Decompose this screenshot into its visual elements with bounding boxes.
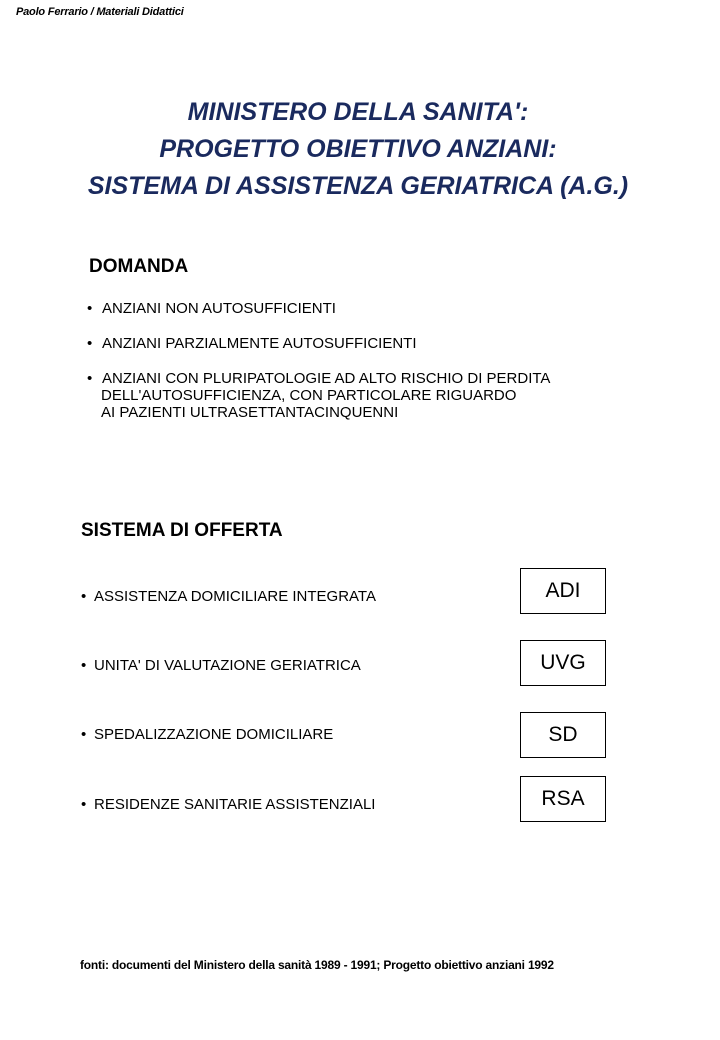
domanda-heading: DOMANDA: [89, 256, 189, 277]
demand-item: [87, 335, 416, 352]
acronym-box-sd: SD: [520, 712, 606, 758]
demand-line: [87, 370, 550, 387]
bullet: •: [81, 726, 87, 743]
bullet: •: [87, 300, 93, 317]
header-note: Paolo Ferrario / Materiali Didattici: [16, 6, 184, 18]
bullet: •: [87, 370, 93, 387]
offer-label: SPEDALIZZAZIONE DOMICILIARE: [94, 726, 334, 743]
title-line-2: PROGETTO OBIETTIVO ANZIANI:: [159, 135, 557, 163]
title-line-1: MINISTERO DELLA SANITA':: [187, 98, 529, 126]
bullet: •: [81, 796, 87, 813]
demand-text: ANZIANI NON AUTOSUFFICIENTI: [102, 300, 336, 317]
page-title: [0, 94, 716, 205]
demand-line: [87, 335, 416, 352]
demand-text-continued: DELL'AUTOSUFFICIENZA, CON PARTICOLARE RIGUARDO: [101, 387, 517, 404]
bullet: •: [81, 657, 87, 674]
offer-item: [81, 796, 375, 813]
acronym-box-adi: ADI: [520, 568, 606, 614]
demand-line: [87, 300, 336, 317]
acronym-box-rsa: RSA: [520, 776, 606, 822]
offerta-heading: SISTEMA DI OFFERTA: [81, 520, 283, 541]
offer-label: RESIDENZE SANITARIE ASSISTENZIALI: [94, 796, 376, 813]
offer-item: [81, 657, 361, 674]
bullet: •: [87, 335, 93, 352]
acronym-box-uvg: UVG: [520, 640, 606, 686]
demand-text: ANZIANI CON PLURIPATOLOGIE AD ALTO RISCHIO DI PERDITA: [102, 370, 551, 387]
bullet: •: [81, 588, 87, 605]
offer-item: [81, 726, 333, 743]
demand-item: [87, 370, 550, 421]
offer-label: UNITA' DI VALUTAZIONE GERIATRICA: [94, 657, 361, 674]
offer-item: [81, 588, 376, 605]
source-note: fonti: documenti del Ministero della sanità 1989 - 1991; Progetto obiettivo anziani 1992: [80, 958, 554, 972]
demand-text: ANZIANI PARZIALMENTE AUTOSUFFICIENTI: [102, 335, 417, 352]
demand-text-continued: AI PAZIENTI ULTRASETTANTACINQUENNI: [101, 404, 399, 421]
offer-label: ASSISTENZA DOMICILIARE INTEGRATA: [94, 588, 376, 605]
demand-item: [87, 300, 336, 317]
title-line-3: SISTEMA DI ASSISTENZA GERIATRICA (A.G.): [87, 172, 629, 200]
